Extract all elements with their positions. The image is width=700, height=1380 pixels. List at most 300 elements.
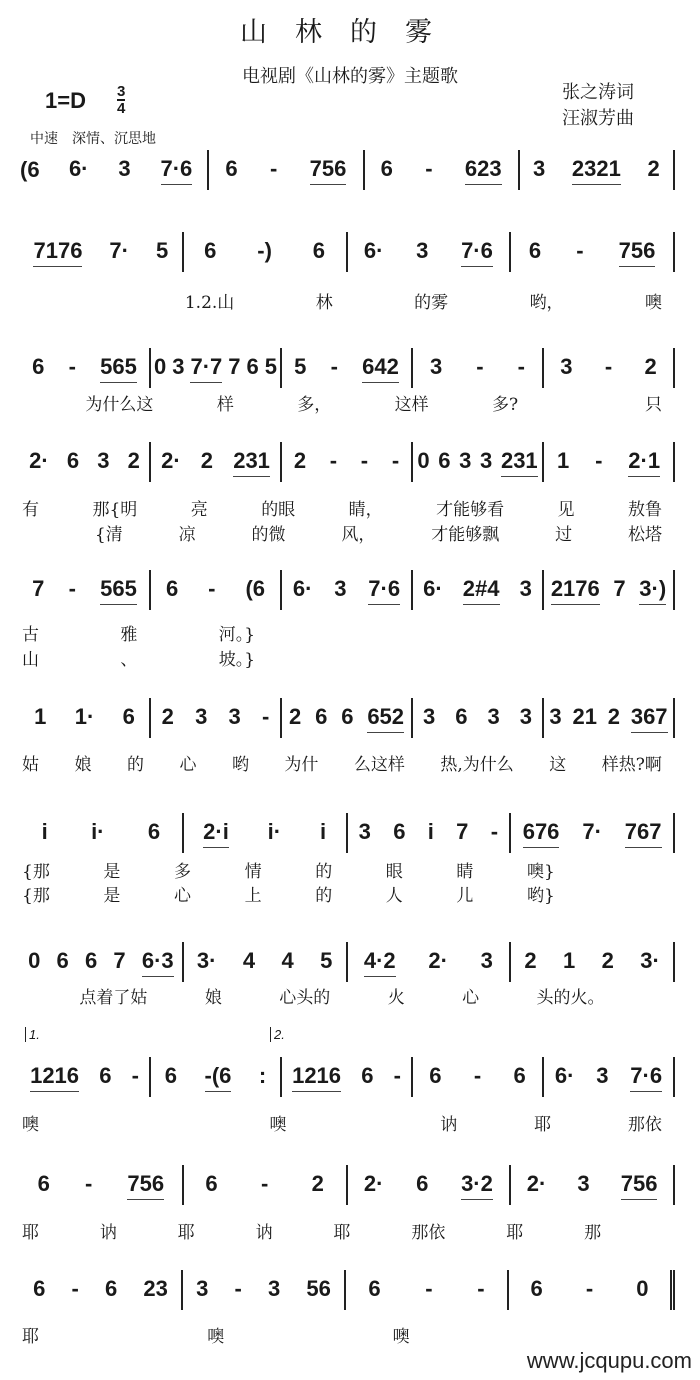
lyric-syllable: 讷 [440, 1115, 458, 1135]
measure [348, 813, 512, 853]
note: 2 [607, 704, 621, 729]
note: 6 [37, 1171, 50, 1196]
note: 2 [161, 704, 174, 729]
measure [413, 348, 544, 388]
measure [544, 348, 675, 388]
note: 7 [228, 354, 241, 379]
lyric-syllable: 耶 [22, 1327, 39, 1347]
lyric-line [22, 881, 662, 906]
measure [511, 813, 675, 853]
note: 3 [268, 1276, 281, 1301]
lyric-line [22, 495, 662, 520]
music-system [20, 150, 675, 190]
note: 6 [204, 238, 217, 263]
lyric-syllable: 噢} [526, 862, 555, 882]
lyric-syllable: 哟} [526, 886, 555, 906]
lyric-syllable: 雅 [120, 625, 138, 645]
note: 6 [368, 1276, 381, 1301]
measure [511, 1165, 675, 1205]
note: 2 [644, 354, 657, 379]
lyric-syllable: 噢 [269, 1115, 287, 1135]
note: 6 [66, 448, 80, 473]
note: 2 [200, 448, 214, 473]
note: 4 [281, 948, 294, 973]
lyric-line [22, 1110, 662, 1135]
measure [151, 698, 282, 738]
note: 3 [577, 1171, 590, 1196]
note: 231 [501, 448, 538, 477]
note: - [425, 156, 433, 181]
lyric-line [22, 645, 662, 670]
note: i [41, 819, 48, 844]
lyric-syllable: 娘 [74, 755, 92, 775]
music-system [20, 698, 675, 738]
volta-ending-1: 1. [25, 1027, 40, 1042]
lyric-syllable: 那 [584, 1223, 602, 1243]
note: 3 [334, 576, 347, 601]
note: 2#4 [463, 576, 500, 605]
note: 6 [165, 576, 179, 601]
note: 6 [122, 704, 135, 729]
measure [184, 232, 348, 272]
measure [20, 1270, 183, 1310]
note: 767 [625, 819, 662, 848]
note: 2· [526, 1171, 547, 1196]
note: 6 [380, 156, 393, 181]
note: 367 [631, 704, 668, 733]
note: 3 [519, 576, 532, 601]
note: 652 [367, 704, 404, 733]
note: - [360, 448, 369, 473]
note: 2 [293, 448, 307, 473]
note: 21 [572, 704, 597, 729]
note: 1 [556, 448, 570, 473]
lyric-syllable: {那 [22, 862, 50, 882]
note: 4 [242, 948, 256, 973]
pickup-note: (6 [20, 157, 40, 182]
note: 642 [362, 354, 399, 383]
measure [20, 348, 151, 388]
lyric-line [22, 750, 662, 775]
lyric-syllable: 的微 [251, 525, 286, 545]
note: 23 [143, 1276, 168, 1301]
lyric-syllable: 是 [103, 886, 121, 906]
key-signature: 1=D [45, 88, 86, 113]
lyric-syllable: 讷 [255, 1223, 273, 1243]
lyric-syllable: 见 [557, 500, 575, 520]
lyric-syllable: 凉 [178, 525, 196, 545]
measure [282, 442, 413, 482]
note: 3 [423, 704, 436, 729]
music-system [20, 232, 675, 272]
note: 3·2 [461, 1171, 493, 1200]
note: 2 [647, 156, 660, 181]
note: 7·6 [630, 1063, 662, 1092]
lyric-line [22, 520, 662, 545]
lyric-syllable: 人 [385, 886, 403, 906]
measure [544, 442, 675, 482]
note: 3 [487, 704, 500, 729]
note: 5 [320, 948, 333, 973]
note: 565 [100, 354, 137, 383]
note: 1216 [292, 1063, 341, 1092]
lyric-syllable: 睛， [348, 500, 383, 520]
lyric-syllable: 样热?啊 [601, 755, 662, 775]
note: 6· [554, 1063, 575, 1088]
note: 3· [196, 948, 217, 973]
note: 565 [100, 576, 137, 605]
measure [20, 1165, 184, 1205]
lyric-syllable: 情 [244, 862, 262, 882]
lyric-syllable: 噢 [644, 293, 662, 313]
note: 2 [288, 704, 302, 729]
lyric-syllable: 的眼 [261, 500, 296, 520]
lyric-line [22, 1322, 662, 1347]
lyric-syllable: 儿 [456, 886, 474, 906]
lyric-syllable: 那依 [411, 1223, 446, 1243]
measure [54, 150, 209, 190]
note: 7 [113, 948, 126, 973]
note: 1216 [30, 1063, 79, 1092]
measure [413, 698, 544, 738]
lyric-syllable: 敖鲁 [628, 500, 662, 520]
note: 3 [416, 238, 429, 263]
note: 3 [97, 448, 110, 473]
note: 756 [621, 1171, 658, 1200]
note: 7· [109, 238, 129, 263]
lyric-syllable: 这 [549, 755, 567, 775]
note: 56 [306, 1276, 331, 1301]
note: 3 [549, 704, 562, 729]
lyric-syllable: 哟， [529, 293, 564, 313]
volta-ending-2: 2. [270, 1027, 285, 1042]
measure [20, 698, 151, 738]
measure [346, 1270, 509, 1310]
note: 6 [246, 354, 259, 379]
lyric-syllable: {那 [22, 886, 50, 906]
lyric-syllable: 的 [315, 886, 333, 906]
lyric-syllable: 娘 [204, 988, 222, 1008]
lyric-syllable: 姑 [22, 755, 39, 775]
time-signature-bottom: 4 [117, 100, 126, 117]
note: 6 [315, 704, 328, 729]
note: - [68, 576, 76, 601]
note: 3 [118, 156, 131, 181]
note: 6 [312, 238, 326, 263]
note: - [260, 1171, 269, 1196]
note: 3 [172, 354, 185, 379]
measure [544, 570, 675, 610]
song-title: 山林的雾 [240, 17, 460, 48]
note: - [234, 1276, 242, 1301]
note: 2· [29, 448, 49, 473]
note: 0 [636, 1276, 649, 1301]
note: 2·1 [628, 448, 660, 477]
note: - [604, 354, 613, 379]
note: 6 [429, 1063, 442, 1088]
note: 2 [524, 948, 537, 973]
note: 7·6 [368, 576, 400, 605]
note: 756 [310, 156, 347, 185]
note: - [68, 354, 76, 379]
note: 7 [32, 576, 45, 601]
note: 7·6 [461, 238, 493, 267]
lyric-syllable: 耶 [333, 1223, 351, 1243]
note: 0 [28, 948, 41, 973]
measure [544, 698, 675, 738]
lyric-syllable: 那依 [627, 1115, 662, 1135]
measure [282, 348, 413, 388]
lyric-syllable: 那{明 [92, 500, 138, 520]
note: - [585, 1276, 594, 1301]
note: 3 [560, 354, 573, 379]
lyric-line [22, 288, 662, 313]
lyric-syllable: 心头的 [279, 988, 331, 1008]
measure [151, 348, 282, 388]
lyricist-credit: 张之涛词 [562, 82, 634, 103]
note: 7·6 [161, 156, 193, 185]
measure [511, 232, 675, 272]
lyric-syllable: 哟 [231, 755, 249, 775]
lyric-syllable: 林 [315, 293, 333, 313]
note: - [391, 448, 400, 473]
note: - [476, 354, 484, 379]
note: 6 [530, 1276, 543, 1301]
note: 5 [294, 354, 307, 379]
note: -(6 [205, 1063, 232, 1092]
note: - [576, 238, 584, 263]
music-system [20, 1027, 675, 1097]
measure [151, 1057, 282, 1097]
note: 5 [264, 354, 277, 379]
note: - [425, 1276, 433, 1301]
measure [413, 442, 544, 482]
lyric-syllable: 、 [120, 650, 138, 670]
note: 6 [56, 948, 69, 973]
note: 1· [74, 704, 95, 729]
lyric-syllable: 亮 [190, 500, 208, 520]
measure [184, 1165, 348, 1205]
measure [348, 1165, 512, 1205]
note: 3 [196, 1276, 209, 1301]
note: 3 [533, 156, 546, 181]
lyric-syllable: 过 [555, 525, 573, 545]
note: 6·3 [142, 948, 174, 977]
lyric-syllable: 耶 [177, 1223, 195, 1243]
note: 1 [563, 948, 576, 973]
lyric-syllable: 噢 [207, 1327, 225, 1347]
lyric-syllable: 上 [244, 886, 262, 906]
note: - [595, 448, 603, 473]
lyric-syllable: 这样 [394, 395, 429, 415]
lyric-syllable: 么这样 [353, 755, 405, 775]
note: : [258, 1063, 267, 1088]
note: - [330, 354, 338, 379]
measure [365, 150, 520, 190]
measure [520, 150, 675, 190]
note: 231 [233, 448, 270, 477]
note: 7 [613, 576, 626, 601]
note: - [84, 1171, 93, 1196]
lyric-syllable: 点着了姑 [79, 988, 148, 1008]
note: - [517, 354, 525, 379]
note: 6 [513, 1063, 526, 1088]
note: (6 [245, 576, 266, 601]
note: i [427, 819, 434, 844]
note: - [71, 1276, 79, 1301]
note: 3 [358, 819, 371, 844]
note: 7· [582, 819, 602, 844]
lyric-syllable: 山 [22, 650, 39, 670]
lyric-syllable: 心 [179, 755, 197, 775]
note: 623 [465, 156, 502, 185]
music-system [20, 1270, 675, 1310]
note: 3·) [639, 576, 666, 605]
lyric-line [22, 620, 662, 645]
note: 6 [147, 819, 161, 844]
note: 6 [84, 948, 98, 973]
watermark: www.jcqupu.com [526, 1348, 692, 1373]
lyric-syllable: 噢 [22, 1115, 39, 1135]
lyric-syllable: 心 [462, 988, 480, 1008]
lyric-syllable: 噢 [392, 1327, 410, 1347]
note: - [393, 1063, 401, 1088]
note: 3 [195, 704, 208, 729]
lyric-line [22, 857, 662, 882]
measure [413, 570, 544, 610]
lyric-syllable: 的 [315, 862, 333, 882]
lyric-syllable: 为什么这 [85, 395, 154, 415]
note: 7·7 [190, 354, 222, 383]
note: 7176 [33, 238, 82, 267]
note: 756 [127, 1171, 164, 1200]
note: -) [257, 238, 272, 263]
song-subtitle: 电视剧《山林的雾》主题歌 [242, 66, 458, 87]
note: 6 [528, 238, 542, 263]
measure [413, 1057, 544, 1097]
lyric-syllable: 热,为什么 [440, 755, 514, 775]
music-system [20, 813, 675, 853]
note: 3 [480, 448, 493, 473]
note: 2· [363, 1171, 384, 1196]
lyric-syllable: 是 [103, 862, 121, 882]
lyric-syllable: 古 [22, 625, 39, 645]
lyric-syllable: 讷 [99, 1223, 117, 1243]
note: 3· [640, 948, 660, 973]
note: 6 [455, 704, 468, 729]
music-system [20, 1165, 675, 1205]
note: i· [267, 819, 282, 844]
note: i [319, 819, 327, 844]
note: 2· [161, 448, 181, 473]
time-signature [117, 84, 125, 116]
tempo-marking: 中速 深情、沉思地 [30, 130, 156, 146]
lyric-syllable: 有 [22, 500, 39, 520]
note: i· [91, 819, 105, 844]
note: 6· [68, 156, 89, 181]
note: 2·i [203, 819, 229, 848]
lyric-syllable: {清 [77, 525, 123, 545]
note: 2· [428, 948, 448, 973]
lyric-syllable: 为什 [284, 755, 319, 775]
measure [183, 1270, 346, 1310]
note: 6· [292, 576, 313, 601]
lyric-syllable: 才能够飘 [431, 525, 500, 545]
lyric-syllable: 头的火。 [536, 988, 605, 1008]
note: - [490, 819, 499, 844]
lyric-syllable: 火 [387, 988, 405, 1008]
measure [184, 942, 348, 982]
note: - [262, 704, 270, 729]
time-signature-top: 3 [117, 83, 126, 100]
music-system [20, 942, 675, 982]
note: - [208, 576, 216, 601]
measure [151, 442, 282, 482]
measure [20, 813, 184, 853]
lyric-syllable: 松塔 [627, 525, 662, 545]
note: 3 [596, 1063, 609, 1088]
note: 0 [417, 448, 430, 473]
note: 6 [99, 1063, 112, 1088]
lyric-syllable: 风， [341, 525, 376, 545]
note: 6 [33, 1276, 46, 1301]
lyric-syllable: 的 [126, 755, 144, 775]
note: 6 [341, 704, 354, 729]
measure [282, 698, 413, 738]
measure [544, 1057, 675, 1097]
lyric-line [22, 983, 662, 1008]
measure [282, 1057, 413, 1097]
measure [20, 942, 184, 982]
note: - [269, 156, 278, 181]
note: 2 [601, 948, 614, 973]
note: 3 [519, 704, 532, 729]
lyric-syllable: 眼 [385, 862, 403, 882]
lyric-syllable: 多， [297, 395, 332, 415]
lyric-line [22, 390, 662, 415]
measure [184, 813, 348, 853]
lyric-syllable: 样 [216, 395, 234, 415]
note: 2 [311, 1171, 324, 1196]
measure [20, 1057, 151, 1097]
measure [511, 942, 675, 982]
lyric-syllable: 才能够看 [436, 500, 505, 520]
note: 6 [225, 156, 238, 181]
note: 2176 [551, 576, 600, 605]
note: 6 [164, 1063, 177, 1088]
lyric-syllable: 1.2.山 [184, 293, 235, 313]
lyric-syllable: 睛 [456, 862, 474, 882]
lyric-syllable: 耶 [22, 1223, 39, 1243]
lyric-syllable: 只 [644, 395, 662, 415]
note: 4·2 [364, 948, 396, 977]
measure [20, 442, 151, 482]
note: 2 [127, 448, 140, 473]
note: - [329, 448, 338, 473]
note: - [473, 1063, 482, 1088]
note: 6 [416, 1171, 429, 1196]
measure [151, 570, 282, 610]
composer-credit: 汪淑芳曲 [562, 108, 634, 129]
note: 3 [480, 948, 493, 973]
lyric-syllable: 多? [492, 395, 519, 415]
note: 3 [228, 704, 241, 729]
lyric-syllable: 耶 [506, 1223, 524, 1243]
note: 7 [456, 819, 469, 844]
lyric-line [22, 1218, 662, 1243]
lyric-syllable: 心 [174, 886, 192, 906]
note: - [477, 1276, 485, 1301]
